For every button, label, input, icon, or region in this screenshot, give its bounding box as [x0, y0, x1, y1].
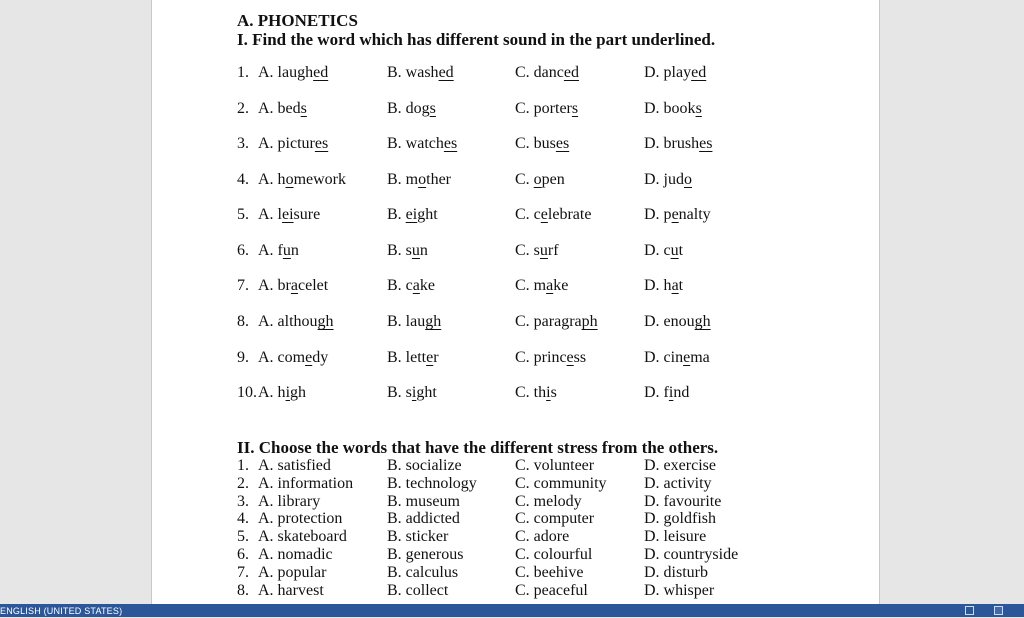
underlined-part: s [300, 100, 307, 117]
option-d: D. brushes [644, 135, 713, 152]
underlined-part: o [418, 171, 427, 188]
option-b: B. eight [387, 206, 438, 223]
underlined-part: ed [313, 64, 329, 81]
exercise-heading-1: I. Find the word which has different sound in the part underlined. [237, 30, 716, 49]
option-d: D. leisure [644, 528, 707, 546]
option-a: A. nomadic [258, 546, 333, 563]
underlined-part: e [566, 349, 574, 366]
document-page[interactable] [151, 0, 880, 604]
phonetics-item [237, 171, 857, 193]
status-bar [0, 604, 1024, 617]
option-d: D. countryside [644, 546, 739, 563]
item-number: 2. [237, 474, 249, 492]
option-b: B. watches [387, 135, 458, 152]
phonetics-item [237, 206, 857, 228]
option-c: C. this [515, 384, 557, 401]
item-number: 4. [237, 510, 249, 528]
option-d: D. enough [644, 313, 711, 330]
option-c: C. danced [515, 64, 579, 81]
option-c: C. paragraph [515, 313, 598, 330]
underlined-part: es [699, 135, 713, 152]
underlined-part: u [411, 242, 420, 259]
underlined-part: gh [425, 313, 442, 330]
option-b: B. collect [387, 581, 449, 599]
underlined-part: s [571, 100, 579, 117]
item-number: 2. [237, 100, 249, 117]
option-c: C. princess [515, 349, 587, 366]
phonetics-item [237, 384, 857, 406]
underlined-part: u [539, 242, 548, 259]
underlined-part: o [533, 171, 542, 188]
underlined-part: a [412, 277, 420, 294]
item-number: 1. [237, 64, 249, 81]
underlined-part: e [426, 349, 434, 366]
language-indicator[interactable]: ENGLISH (UNITED STATES) [0, 606, 123, 616]
option-c: C. colourful [515, 546, 593, 563]
option-c: C. adore [515, 528, 570, 546]
option-a: A. bracelet [258, 277, 329, 294]
phonetics-item [237, 100, 857, 122]
stress-item [237, 510, 857, 528]
underlined-part: i [411, 384, 417, 401]
stress-item [237, 493, 857, 511]
option-d: D. exercise [644, 457, 716, 474]
underlined-part: a [671, 277, 679, 294]
underlined-part: es [314, 135, 329, 152]
option-c: C. community [515, 474, 607, 492]
stress-item [237, 475, 857, 493]
option-c: C. open [515, 171, 565, 188]
item-number: 5. [237, 206, 249, 223]
underlined-part: gh [317, 313, 334, 330]
option-d: D. goldfish [644, 510, 716, 528]
option-c: C. make [515, 277, 569, 294]
option-a: A. popular [258, 563, 327, 581]
option-a: A. satisfied [258, 457, 331, 474]
option-a: A. skateboard [258, 528, 347, 546]
underlined-part: ph [581, 313, 598, 330]
phonetics-item [237, 349, 857, 371]
stress-item [237, 546, 857, 564]
option-b: B. technology [387, 474, 477, 492]
option-c: C. surf [515, 242, 559, 259]
phonetics-item [237, 277, 857, 299]
underlined-part: ei [282, 206, 294, 223]
underlined-part: i [285, 384, 291, 401]
option-d: D. judo [644, 171, 692, 188]
item-number: 6. [237, 546, 249, 563]
item-number: 8. [237, 581, 249, 599]
underlined-part: es [443, 135, 458, 152]
option-d: D. activity [644, 474, 712, 492]
underlined-part: a [546, 277, 554, 294]
underlined-part: s [429, 100, 436, 117]
underlined-part: ed [563, 64, 579, 81]
option-d: D. books [644, 100, 702, 117]
item-number: 5. [237, 528, 249, 546]
option-b: B. sight [387, 384, 437, 401]
option-c: C. beehive [515, 563, 584, 581]
option-a: A. although [258, 313, 334, 330]
stress-item [237, 564, 857, 582]
item-number: 3. [237, 492, 249, 510]
underlined-part: o [684, 171, 692, 188]
underlined-part: a [290, 277, 298, 294]
underlined-part: i [668, 384, 674, 401]
option-d: D. cinema [644, 349, 710, 366]
option-a: A. laughed [258, 64, 329, 81]
underlined-part: u [282, 242, 291, 259]
option-d: D. penalty [644, 206, 711, 223]
phonetics-item [237, 135, 857, 157]
option-b: B. sun [387, 242, 428, 259]
option-b: B. socialize [387, 457, 462, 474]
underlined-part: o [285, 171, 294, 188]
item-number: 7. [237, 277, 249, 294]
underlined-part: e [671, 206, 679, 223]
underlined-part: i [546, 384, 551, 401]
exercise-heading-2: II. Choose the words that have the different stress from the others. [237, 438, 719, 457]
option-a: A. beds [258, 100, 307, 117]
underlined-part: gh [694, 313, 711, 330]
option-a: A. comedy [258, 349, 329, 366]
option-c: C. volunteer [515, 457, 595, 474]
option-d: D. find [644, 384, 690, 401]
item-number: 3. [237, 135, 249, 152]
item-number: 8. [237, 313, 249, 330]
stress-item [237, 457, 857, 475]
underlined-part: ed [438, 64, 454, 81]
option-d: D. cut [644, 242, 684, 259]
option-a: A. library [258, 492, 321, 510]
underlined-part: s [695, 100, 702, 117]
option-a: A. pictures [258, 135, 329, 152]
option-a: A. harvest [258, 581, 324, 599]
item-number: 10. [237, 384, 257, 401]
underlined-part: ed [691, 64, 707, 81]
option-a: A. high [258, 384, 307, 401]
stress-item [237, 528, 857, 546]
option-c: C. melody [515, 492, 582, 510]
option-a: A. information [258, 474, 354, 492]
underlined-part: e [540, 206, 548, 223]
phonetics-item [237, 313, 857, 335]
underlined-part: e [683, 349, 691, 366]
item-number: 4. [237, 171, 249, 188]
option-d: D. played [644, 64, 707, 81]
option-c: C. peaceful [515, 581, 588, 599]
option-d: D. favourite [644, 492, 722, 510]
option-d: D. hat [644, 277, 684, 294]
option-c: C. celebrate [515, 206, 592, 223]
option-b: B. museum [387, 492, 460, 510]
option-b: B. cake [387, 277, 435, 294]
item-number: 7. [237, 563, 249, 581]
section-heading-phonetics: A. PHONETICS [237, 11, 358, 30]
underlined-part: e [305, 349, 313, 366]
option-c: C. buses [515, 135, 570, 152]
option-c: C. porters [515, 100, 579, 117]
item-number: 9. [237, 349, 249, 366]
option-b: B. addicted [387, 510, 460, 528]
phonetics-item [237, 64, 857, 86]
phonetics-item [237, 242, 857, 264]
option-b: B. laugh [387, 313, 442, 330]
underlined-part: es [555, 135, 570, 152]
option-b: B. generous [387, 546, 464, 563]
option-b: B. sticker [387, 528, 449, 546]
option-b: B. washed [387, 64, 454, 81]
option-d: D. whisper [644, 581, 715, 599]
option-b: B. mother [387, 171, 451, 188]
stress-item [237, 582, 857, 600]
option-b: B. letter [387, 349, 439, 366]
option-b: B. calculus [387, 563, 459, 581]
underlined-part: ei [405, 206, 418, 223]
option-a: A. fun [258, 242, 299, 259]
option-a: A. protection [258, 510, 343, 528]
option-a: A. leisure [258, 206, 321, 223]
option-b: B. dogs [387, 100, 436, 117]
option-d: D. disturb [644, 563, 708, 581]
option-c: C. computer [515, 510, 595, 528]
item-number: 6. [237, 242, 249, 259]
item-number: 1. [237, 457, 249, 474]
print-layout-icon[interactable] [994, 606, 1003, 615]
option-a: A. homework [258, 171, 346, 188]
read-mode-icon[interactable] [965, 606, 974, 615]
underlined-part: u [670, 242, 679, 259]
